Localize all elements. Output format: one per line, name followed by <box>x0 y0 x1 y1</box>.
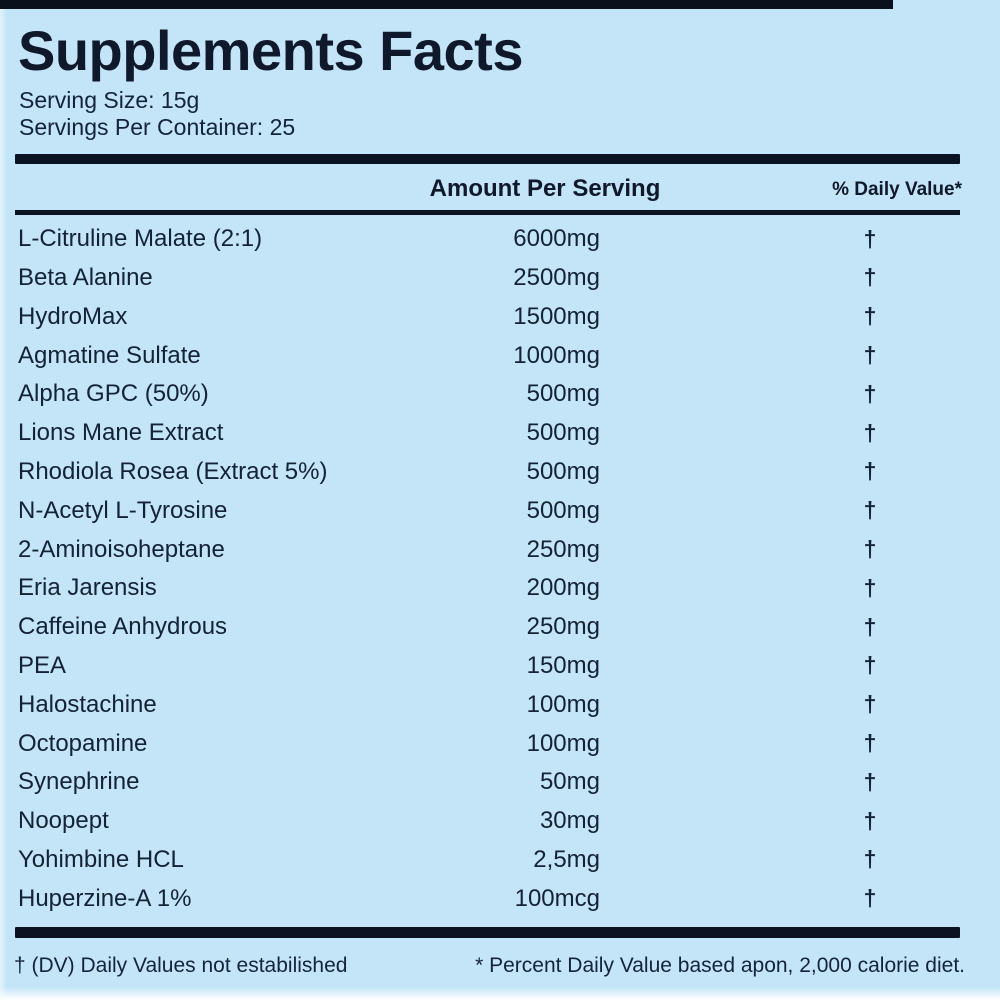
table-row <box>0 802 1000 841</box>
table-row <box>0 569 1000 608</box>
ingredient-name: L-Citruline Malate (2:1) <box>18 225 263 253</box>
ingredient-amount: 6000mg <box>513 225 600 253</box>
ingredient-table <box>0 220 1000 918</box>
daily-value-dagger: † <box>863 691 877 718</box>
ingredient-amount: 500mg <box>526 419 600 447</box>
table-row <box>0 724 1000 763</box>
ingredient-amount: 500mg <box>526 457 600 485</box>
table-row <box>0 297 1000 336</box>
ingredient-name: Huperzine-A 1% <box>18 884 192 912</box>
ingredient-name: HydroMax <box>18 302 128 330</box>
ingredient-name: Noopept <box>18 807 109 835</box>
ingredient-name: Octopamine <box>18 729 148 757</box>
daily-value-header: % Daily Value* <box>832 178 962 200</box>
daily-value-dagger: † <box>863 497 877 524</box>
divider-thick-top <box>15 154 960 164</box>
ingredient-amount: 250mg <box>526 613 600 641</box>
ingredient-amount: 50mg <box>539 768 600 796</box>
ingredient-name: Agmatine Sulfate <box>18 341 201 369</box>
daily-value-dagger: † <box>863 536 877 563</box>
daily-value-dagger: † <box>863 885 877 912</box>
ingredient-amount: 100mg <box>526 729 600 757</box>
daily-value-dagger: † <box>863 768 877 795</box>
table-row <box>0 491 1000 530</box>
table-header-row <box>0 164 1000 210</box>
table-row <box>0 530 1000 569</box>
table-row <box>0 608 1000 647</box>
ingredient-name: Eria Jarensis <box>18 574 157 602</box>
ingredient-name: N-Acetyl L-Tyrosine <box>18 496 228 524</box>
ingredient-name: 2-Aminoisoheptane <box>18 535 225 563</box>
ingredient-amount: 1500mg <box>513 302 600 330</box>
daily-value-dagger: † <box>863 807 877 834</box>
label-title: Supplements Facts <box>18 19 523 82</box>
ingredient-name: Alpha GPC (50%) <box>18 380 209 408</box>
table-row <box>0 453 1000 492</box>
daily-value-dagger: † <box>863 846 877 873</box>
serving-size-text: Serving Size: 15g <box>19 86 200 113</box>
daily-value-dagger: † <box>863 419 877 446</box>
daily-value-dagger: † <box>863 264 877 291</box>
ingredient-name: Yohimbine HCL <box>18 845 184 873</box>
ingredient-name: PEA <box>18 651 67 679</box>
divider-thin-header <box>15 210 960 215</box>
daily-value-dagger: † <box>863 225 877 252</box>
ingredient-amount: 500mg <box>526 380 600 408</box>
ingredient-name: Rhodiola Rosea (Extract 5%) <box>18 457 328 485</box>
daily-value-dagger: † <box>863 613 877 640</box>
ingredient-amount: 100mg <box>526 690 600 718</box>
ingredient-name: Synephrine <box>18 768 140 796</box>
ingredient-amount: 100mcg <box>514 884 600 912</box>
bottom-edge-fade <box>0 987 1000 1000</box>
ingredient-amount: 2500mg <box>513 263 600 291</box>
table-row <box>0 336 1000 375</box>
ingredient-amount: 200mg <box>526 574 600 602</box>
daily-value-dagger: † <box>863 303 877 330</box>
daily-value-dagger: † <box>863 458 877 485</box>
table-row <box>0 841 1000 880</box>
supplement-facts-label <box>0 9 1000 978</box>
daily-value-dagger: † <box>863 574 877 601</box>
daily-value-dagger: † <box>863 342 877 369</box>
footnote-percent-daily-value: * Percent Daily Value based apon, 2,000 calorie diet. <box>475 954 965 978</box>
footnote-dv-not-established: † (DV) Daily Values not estabilished <box>14 954 348 978</box>
top-border-bar <box>0 0 893 9</box>
ingredient-amount: 500mg <box>526 496 600 524</box>
ingredient-name: Caffeine Anhydrous <box>18 613 228 641</box>
ingredient-amount: 1000mg <box>513 341 600 369</box>
daily-value-dagger: † <box>863 380 877 407</box>
table-row <box>0 647 1000 686</box>
ingredient-amount: 150mg <box>526 651 600 679</box>
table-row <box>0 375 1000 414</box>
table-row <box>0 879 1000 918</box>
daily-value-dagger: † <box>863 730 877 757</box>
amount-per-serving-header: Amount Per Serving <box>429 174 661 202</box>
ingredient-amount: 2,5mg <box>533 845 600 873</box>
table-row <box>0 763 1000 802</box>
table-row <box>0 414 1000 453</box>
table-row <box>0 685 1000 724</box>
divider-thick-bottom <box>15 927 960 938</box>
ingredient-amount: 30mg <box>539 807 600 835</box>
daily-value-dagger: † <box>863 652 877 679</box>
ingredient-name: Beta Alanine <box>18 263 153 291</box>
ingredient-name: Lions Mane Extract <box>18 419 224 447</box>
ingredient-name: Halostachine <box>18 690 157 718</box>
table-row <box>0 259 1000 298</box>
ingredient-amount: 250mg <box>526 535 600 563</box>
table-row <box>0 220 1000 259</box>
servings-per-container-text: Servings Per Container: 25 <box>19 113 296 140</box>
footnotes <box>0 938 1000 978</box>
